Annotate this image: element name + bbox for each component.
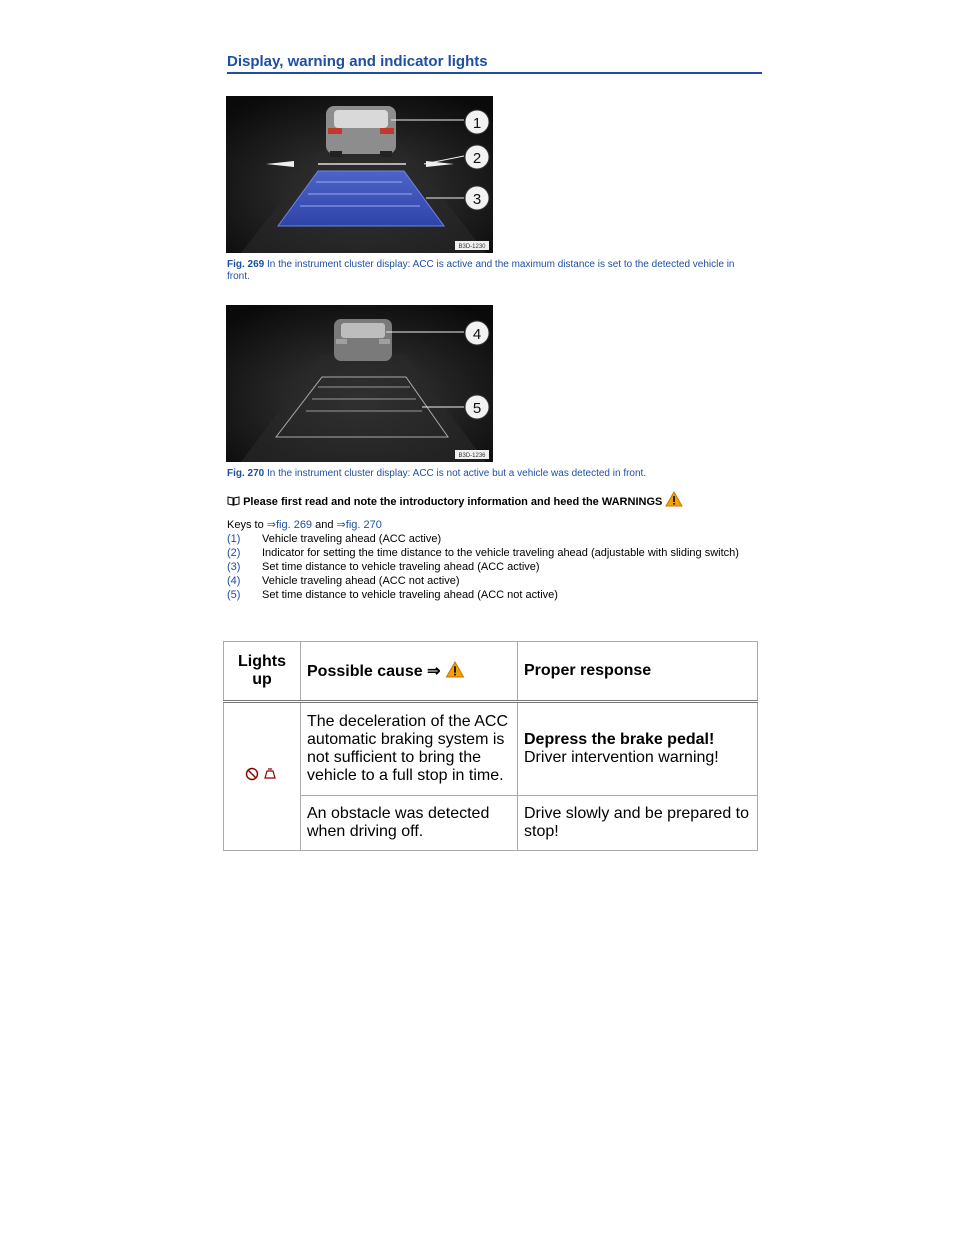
svg-text:1: 1 [472,115,482,132]
header-possible-cause: Possible cause ⇒ [301,642,518,702]
key-item: (4) Vehicle traveling ahead (ACC not active) [227,575,460,587]
key-item: (1) Vehicle traveling ahead (ACC active) [227,533,442,545]
lights-table [223,641,758,851]
callout-3 [465,186,489,210]
key-item: (5) Set time distance to vehicle traveling ahead (ACC not active) [227,589,558,601]
table-row [224,702,758,796]
acc-warning-icon [245,768,279,785]
page-title: Display, warning and indicator lights [227,53,762,74]
figure-269 [226,96,493,253]
table-header-row [224,642,758,702]
keys-lead: Keys to ⇒fig. 269 and ⇒fig. 270 [227,519,382,531]
vehicle-ahead-car [326,106,396,157]
header-proper-response: Proper response [518,642,758,702]
svg-text:5: 5 [472,400,482,417]
warning-triangle-icon [665,491,683,510]
figure-270 [226,305,493,462]
table-row [224,796,758,851]
cause-cell: The deceleration of the ACC automatic braking system is not sufficient to bring the vehicle to a full stop in time. [301,702,518,796]
cause-cell: An obstacle was detected when driving off. [301,796,518,851]
figure-270-caption: Fig. 270 In the instrument cluster display: ACC is not active but a vehicle was detected in front. [227,468,647,479]
keys-list [227,519,747,602]
callout-4 [465,321,489,345]
callout-5 [465,395,489,419]
book-icon [227,496,243,508]
svg-text:2: 2 [472,150,482,167]
svg-text:3: 3 [472,191,482,208]
fig-269-link[interactable]: fig. 269 [275,519,313,531]
callout-2 [465,145,489,169]
figure-code: B3D-1236 [458,453,486,459]
figure-code: B3D-1230 [458,244,486,250]
intro-note: Please first read and note the introductory information and heed the WARNINGS [227,491,683,510]
response-cell: Depress the brake pedal! Driver intervention warning! [518,702,758,796]
warning-lamp-icons [224,702,301,851]
warning-triangle-icon [445,663,465,680]
header-lights-up: Lights up [224,642,301,702]
svg-text:4: 4 [472,326,482,343]
fig-270-link[interactable]: fig. 270 [345,519,382,531]
key-item: (2) Indicator for setting the time distance to the vehicle traveling ahead (adjustable with sliding switch) [227,547,739,559]
figure-269-caption: Fig. 269 In the instrument cluster display: ACC is active and the maximum distance is set to the detected vehicle in front. [227,259,735,282]
callout-1 [465,110,489,134]
response-cell: Drive slowly and be prepared to stop! [518,796,758,851]
vehicle-ahead-car [334,319,392,361]
key-item: (3) Set time distance to vehicle traveling ahead (ACC active) [227,561,540,573]
